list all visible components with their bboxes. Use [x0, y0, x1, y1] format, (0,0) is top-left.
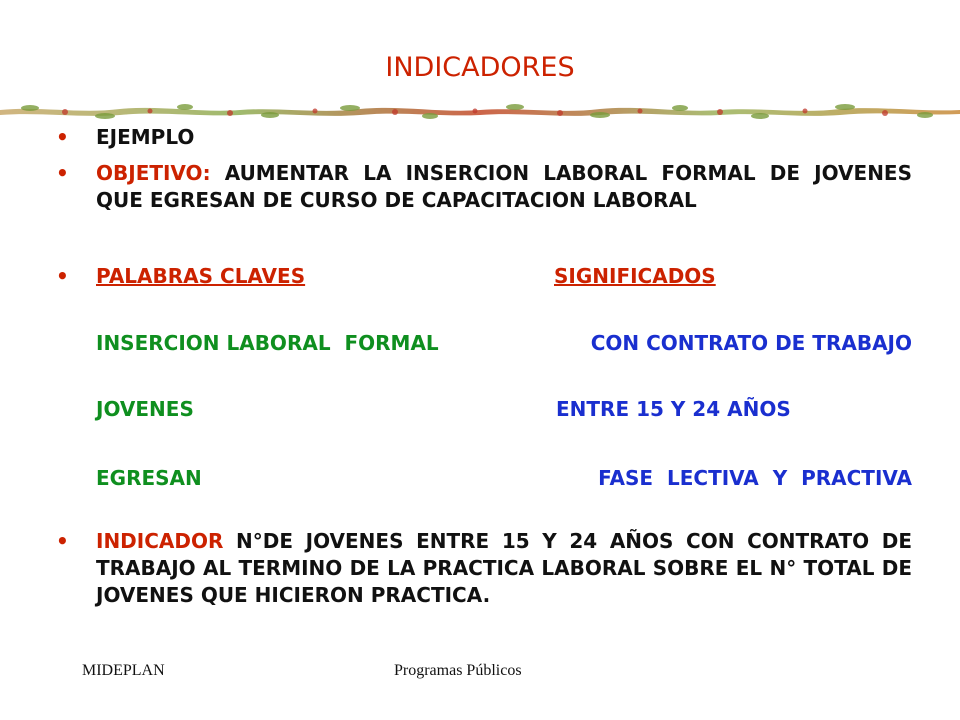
footer-left: MIDEPLAN	[82, 662, 165, 679]
bullet-marker: •	[56, 264, 69, 288]
keyword-term: INSERCION LABORAL FORMAL	[96, 331, 439, 355]
objective-text: AUMENTAR LA INSERCION LABORAL FORMAL DE JOVENES QUE EGRESAN DE CURSO DE CAPACITACION LABORAL	[96, 161, 912, 212]
indicator-text: N°DE JOVENES ENTRE 15 Y 24 AÑOS CON CONTRATO DE TRABAJO AL TERMINO DE LA PRACTICA LABORAL SOBRE EL N° TOTAL DE JOVENES QUE HICIERON PRACTICA.	[96, 529, 913, 607]
bullet-marker: •	[56, 161, 69, 185]
keyword-term: EGRESAN	[96, 466, 202, 490]
keyword-meaning: CON CONTRATO DE TRABAJO	[590, 331, 912, 355]
objective-label: OBJETIVO:	[96, 161, 211, 185]
meanings-header: SIGNIFICADOS	[554, 264, 716, 288]
keywords-header: PALABRAS CLAVES	[96, 264, 306, 288]
keyword-term: JOVENES	[96, 397, 194, 421]
keyword-meaning: FASE LECTIVA Y PRACTIVA	[598, 466, 912, 490]
keyword-meaning: ENTRE 15 Y 24 AÑOS	[556, 397, 791, 421]
decorative-divider	[0, 100, 960, 122]
indicator-label: INDICADOR	[96, 529, 224, 553]
objective-paragraph	[96, 160, 912, 214]
slide-title: INDICADORES	[385, 52, 575, 83]
bullet-marker: •	[56, 529, 69, 553]
example-text: EJEMPLO	[96, 125, 195, 149]
indicator-paragraph	[96, 528, 912, 609]
bullet-marker: •	[56, 125, 69, 149]
footer-center: Programas Públicos	[394, 662, 522, 679]
